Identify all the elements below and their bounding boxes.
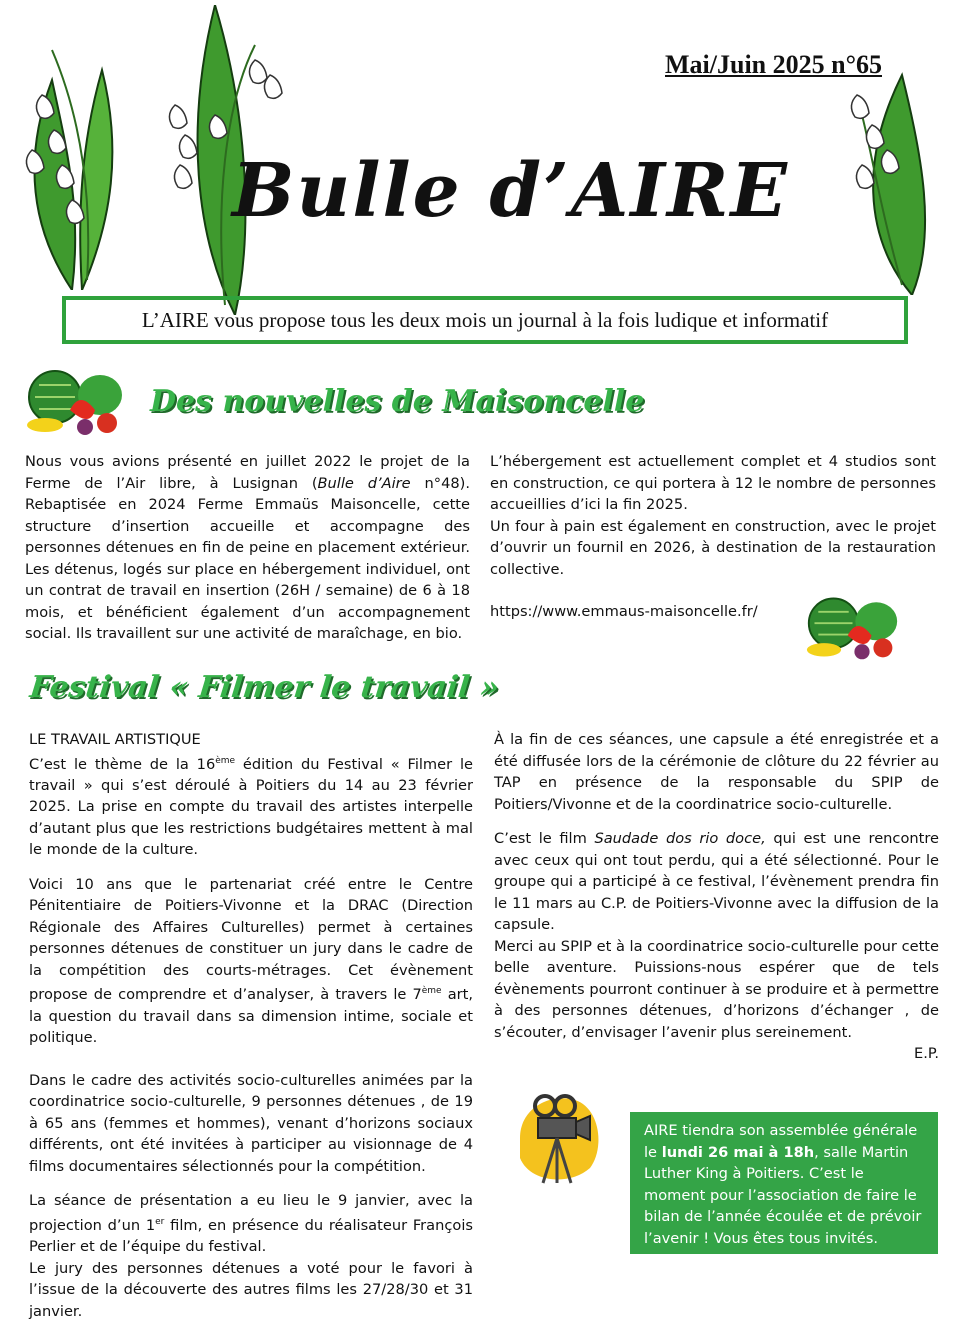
festival-paragraph: C’est le thème de la 16ème édition du Festival « Filmer le travail » qui s’est déroulé à Poitiers du 14 au 23 février 2025. La prise en compte du travail des artistes interpelle d’autant plus que les restrictions budgétaires mettent à mal le monde de la culture. [29, 755, 473, 859]
festival-paragraph: À la fin de ces séances, une capsule a été enregistrée et a été diffusée lors de la cérémonie de clôture du 22 février au TAP en présence de la responsable du SPIP de Poitiers/Vivonne et de la coordinatrice socio-culturelle. [494, 731, 939, 813]
festival-paragraph: Dans le cadre des activités socio-culturelles animées par la coordinatrice socio-culturelle, 9 personnes détenues , de 19 à 65 ans (femmes et hommes), venant d’horizons sociaux différents, ont été invitées à participer au visionnage de 4 films documentaires sélectionnés pour la compétition. [29, 1071, 473, 1175]
maisoncelle-paragraph: Nous vous avions présenté en juillet 2022 le projet de la Ferme de l’Air libre, à Lusignan (Bulle d’Aire n°48). Rebaptisée en 2024 Ferme Emmaüs Maisoncelle, cette structure d’insertion accueille et accompagne des personnes détenues en fin de peine en placement extérieur. Les détenus, logés sur place en hébergement individuel, ont un contrat de travail en insertion (26H / semaine) de 6 à 18 mois, et bénéficient également d’un accompagnement social. Ils travaillent sur une activité de maraîchage, en bio. [25, 453, 470, 642]
general-assembly-notice: AIRE tiendra son assemblée générale le lundi 26 mai à 18h, salle Martin Luther King à Poitiers. C’est le moment pour l’association de faire le bilan de l’année écoulée et de prévoir l’avenir ! Vous êtes tous invités. [630, 1112, 938, 1254]
festival-right-column [494, 729, 939, 1065]
journal-title: Bulle d’AIRE [232, 148, 789, 234]
signature: E.P. [913, 1045, 939, 1062]
lily-of-the-valley-icon [12, 40, 142, 290]
festival-paragraph: Voici 10 ans que le partenariat créé entre le Centre Pénitentiaire de Poitiers-Vivonne et la DRAC (Direction Régionale des Affaires Culturelles) permet à certaines personnes détenues de constituer un jury dans le cadre de la compétition des courts-métrages. Cet évènement propose de comprendre et d’analyser, à travers le 7ème art, la question du travail dans sa dimension intime, sociale et politique. [29, 875, 473, 1047]
festival-paragraph: Le jury des personnes détenues a voté pour le favori à l’issue de la découverte des autres films les 27/28/30 et 31 janvier. [29, 1259, 473, 1320]
section-title-maisoncelle: Des nouvelles de Maisoncelle [150, 384, 645, 419]
film-camera-icon [510, 1088, 610, 1188]
section-title-festival: Festival « Filmer le travail » [28, 670, 501, 705]
maisoncelle-paragraph: L’hébergement est actuellement complet et 4 studios sont en construction, ce qui portera à 12 le nombre de personnes accueillies d’ici la fin 2025. [490, 453, 936, 513]
maisoncelle-link[interactable]: https://www.emmaus-maisoncelle.fr/ [490, 603, 758, 620]
festival-paragraph: C’est le film Saudade dos rio doce, qui est une rencontre avec ceux qui ont tout perdu, qui a été sélectionné. Pour le groupe qui a participé à ce festival, l’évènement prendra fin le 11 mars au C.P. de Poitiers-Vivonne avec la diffusion de la capsule. [494, 830, 940, 933]
festival-paragraph: Merci au SPIP et à la coordinatrice socio-culturelle pour cette belle aventure. Puissions-nous espérer que de tels évènements pourront continuer à se produire et à permettre à des personnes détenues, d’horizons d’échanger , de s’écouter, d’envisager l’avenir plus sereinement. [494, 937, 939, 1041]
issue-number: Mai/Juin 2025 n°65 [665, 50, 882, 79]
maisoncelle-paragraph: Un four à pain est également en construction, avec le projet d’ouvrir un fournil en 2026, à destination de la restauration collective. [490, 517, 936, 578]
tagline-box: L’AIRE vous propose tous les deux mois un journal à la fois ludique et informatif [62, 296, 908, 344]
festival-heading: LE TRAVAIL ARTISTIQUE [29, 731, 201, 748]
maisoncelle-left-column [25, 451, 470, 645]
festival-left-column [29, 729, 473, 1322]
vegetables-icon [805, 592, 900, 662]
lily-of-the-valley-icon [842, 65, 952, 295]
vegetables-icon [25, 365, 125, 437]
festival-paragraph: La séance de présentation a eu lieu le 9 janvier, avec la projection d’un 1er film, en présence du réalisateur François Perlier et de l’équipe du festival. [29, 1192, 473, 1256]
